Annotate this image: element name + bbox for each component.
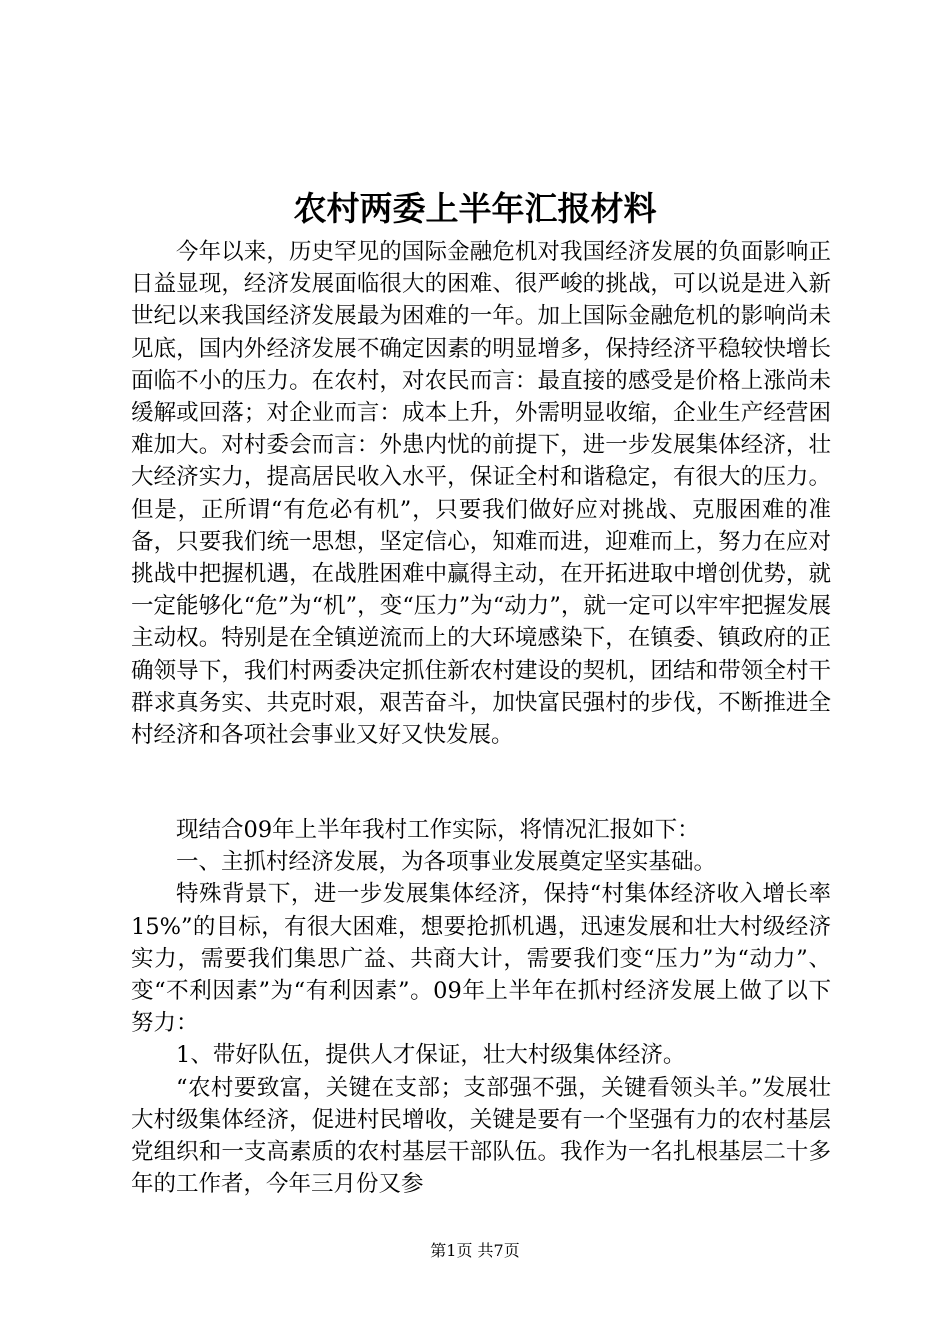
paragraph-background: 特殊背景下，进一步发展集体经济，保持“村集体经济收入增长率15%”的目标，有很大困难，想要抢抓机遇，迅速发展和壮大村级经济实力，需要我们集思广益、共商大计，需要我们变“压力”为“动力”、变“不利因素”为“有利因素”。09年上半年在抓村经济发展上做了以下努力： xyxy=(131,881,831,1037)
page-number-footer: 第1页 共7页 xyxy=(430,1241,520,1260)
paragraph-report-intro: 现结合09年上半年我村工作实际，将情况汇报如下： xyxy=(176,817,700,843)
document-title: 农村两委上半年汇报材料 xyxy=(293,189,657,228)
paragraph-intro: 今年以来，历史罕见的国际金融危机对我国经济发展的负面影响正日益显现，经济发展面临很大的困难、很严峻的挑战，可以说是进入新世纪以来我国经济发展最为困难的一年。加上国际金融危机的影响尚未见底，国内外经济发展不确定因素的明显增多，保持经济平稳较快增长面临不小的压力。在农村，对农民而言：最直接的感受是价格上涨尚未缓解或回落；对企业而言：成本上升，外需明显收缩，企业生产经营困难加大。对村委会而言：外患内忧的前提下，进一步发展集体经济，壮大经济实力，提高居民收入水平，保证全村和谐稳定，有很大的压力。但是，正所谓“有危必有机”，只要我们做好应对挑战、克服困难的准备，只要我们统一思想，坚定信心，知难而进，迎难而上，努力在应对挑战中把握机遇，在战胜困难中赢得主动，在开拓进取中增创优势，就一定能够化“危”为“机”，变“压力”为“动力”，就一定可以牢牢把握发展主动权。特别是在全镇逆流而上的大环境感染下，在镇委、镇政府的正确领导下，我们村两委决定抓住新农村建设的契机，团结和带领全村干群求真务实、共克时艰，艰苦奋斗，加快富民强村的步伐，不断推进全村经济和各项社会事业又好又快发展。 xyxy=(131,239,831,749)
paragraph-leadership: “农村要致富，关键在支部；支部强不强，关键看领头羊。”发展壮大村级集体经济，促进村民增收，关键是要有一个坚强有力的农村基层党组织和一支高素质的农村基层干部队伍。我作为一名扎根基层二十多年的工作者，今年三月份又参 xyxy=(131,1074,831,1198)
subsection-heading-1: 1、带好队伍，提供人才保证，壮大村级集体经济。 xyxy=(176,1042,686,1069)
document-body-intro xyxy=(131,236,831,751)
section-heading-1: 一、主抓村经济发展，为各项事业发展奠定坚实基础。 xyxy=(176,849,717,876)
document-body-main xyxy=(131,814,831,1200)
